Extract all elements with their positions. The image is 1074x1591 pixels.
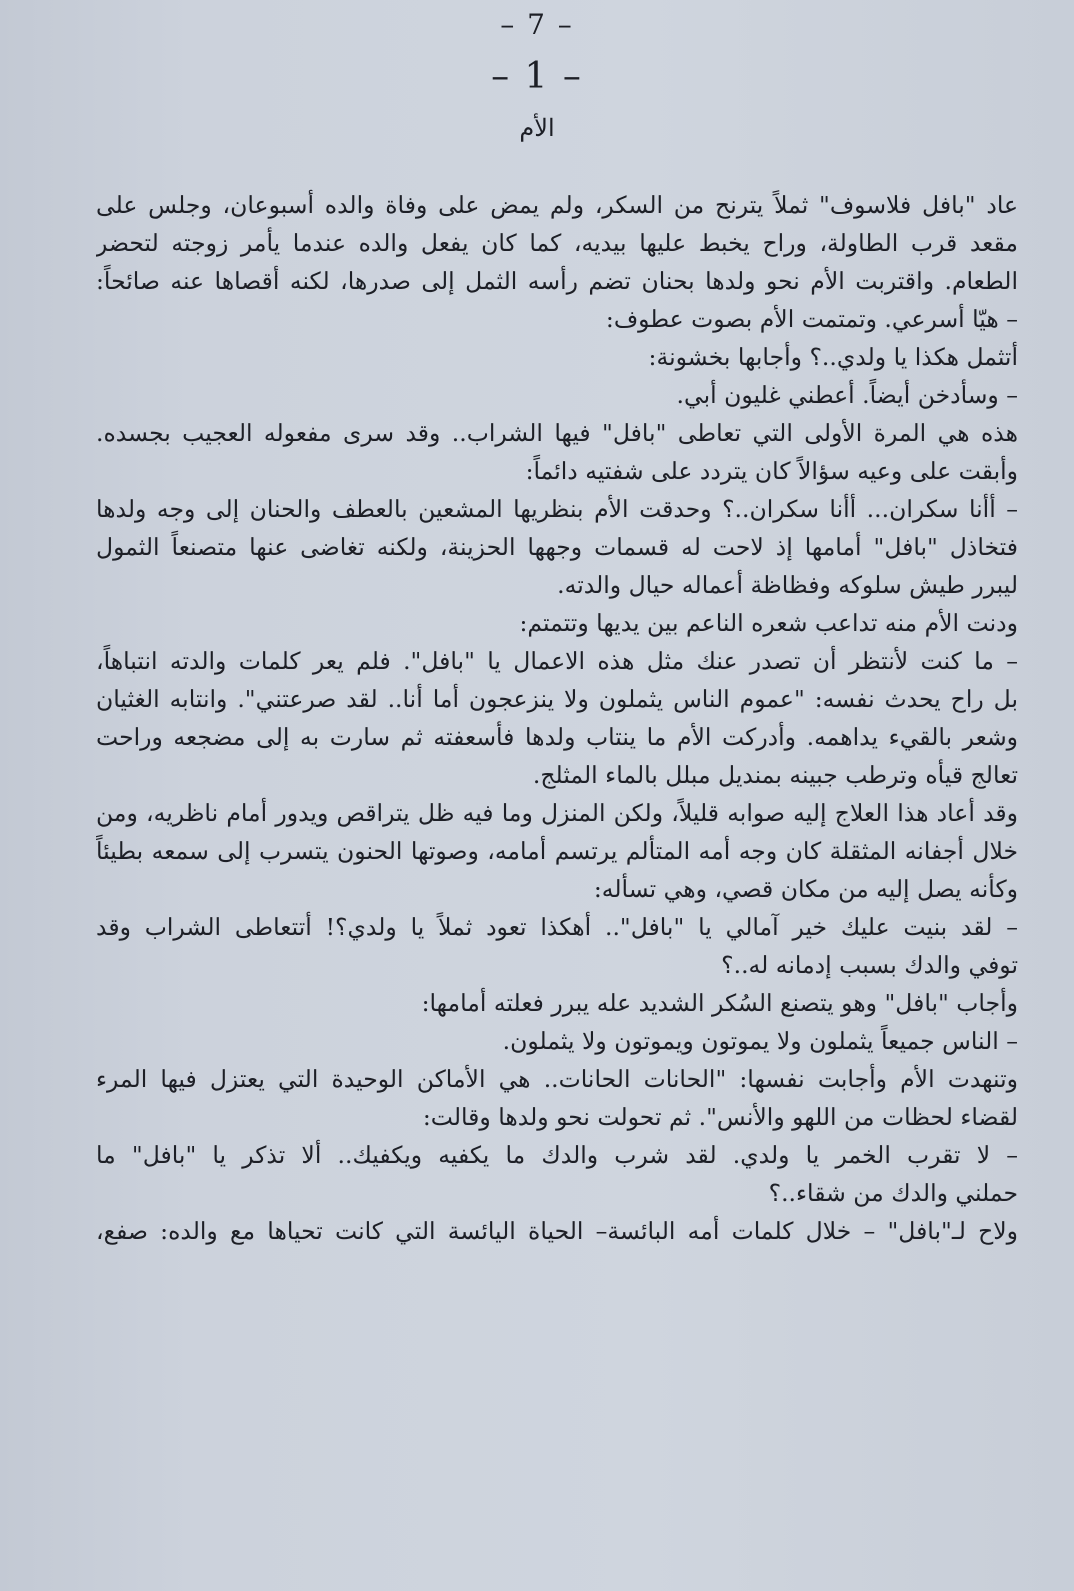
text-line: حملني والدك من شقاء..؟ <box>768 1179 1018 1207</box>
text-line: الطعام. واقتربت الأم نحو ولدها بحنان تضم رأسه الثمل إلى صدرها، لكنه أقصاها عنه صائحاً: <box>96 267 1018 295</box>
text-line: – لا تقرب الخمر يا ولدي. لقد شرب والدك ما يكفيه ويكفيك.. ألا تذكر يا "بافل" ما <box>96 1141 1018 1169</box>
text-line: وقد أعاد هذا العلاج إليه صوابه قليلاً، ولكن المنزل وما فيه ظل يتراقص ويدور أمام ناظريه، ومن <box>96 799 1018 827</box>
text-line: ليبرر طيش سلوكه وفظاظة أعماله حيال والدته. <box>557 571 1018 599</box>
text-line: أتثمل هكذا يا ولدي..؟ وأجابها بخشونة: <box>648 343 1018 371</box>
text-line: فتخاذل "بافل" أمامها إذ لاحت له قسمات وجهها الحزينة، ولكنه تغاضى عنها متصنعاً الثمول <box>96 533 1018 561</box>
text-line: وأجاب "بافل" وهو يتصنع السُكر الشديد عله يبرر فعلته أمامها: <box>421 989 1018 1017</box>
text-line: – أأنا سكران... أأنا سكران..؟ وحدقت الأم بنظريها المشعين بالعطف والحنان إلى وجه ولدها <box>96 495 1018 523</box>
text-line: تعالج قيأه وترطب جبينه بمنديل مبلل بالماء المثلج. <box>532 761 1018 789</box>
page-number: – 7 – <box>500 8 574 41</box>
text-line: بل راح يحدث نفسه: "عموم الناس يثملون ولا ينزعجون أما أنا.. لقد صرعتني". وانتابه الغثيان <box>96 685 1018 713</box>
chapter-number: – 1 – <box>491 56 583 97</box>
text-line: هذه هي المرة الأولى التي تعاطى "بافل" فيها الشراب.. وقد سرى مفعوله العجيب بجسده. <box>96 419 1018 447</box>
text-line: ودنت الأم منه تداعب شعره الناعم بين يديها وتتمتم: <box>519 609 1018 637</box>
text-line: – ما كنت لأنتظر أن تصدر عنك مثل هذه الاعمال يا "بافل". فلم يعر كلمات والدته انتباهاً، <box>96 647 1018 675</box>
text-line: لقضاء لحظات من اللهو والأنس". ثم تحولت نحو ولدها وقالت: <box>422 1103 1018 1131</box>
chapter-title: الأم <box>519 114 555 142</box>
text-line: وكأنه يصل إليه من مكان قصي، وهي تسأله: <box>593 875 1018 903</box>
text-line: – هيّا أسرعي. وتمتمت الأم بصوت عطوف: <box>605 305 1018 333</box>
text-line: ولاح لـ"بافل" – خلال كلمات أمه البائسة– الحياة اليائسة التي كانت تحياها مع والده: صفع، <box>96 1217 1018 1245</box>
text-line: – لقد بنيت عليك خير آمالي يا "بافل".. أهكذا تعود ثملاً يا ولدي؟! أتتعاطى الشراب وقد <box>96 913 1018 941</box>
text-line: وأبقت على وعيه سؤالاً كان يتردد على شفتيه دائماً: <box>525 457 1018 485</box>
text-line: وشعر بالقيء يداهمه. وأدركت الأم ما ينتاب ولدها فأسعفته ثم سارت به إلى مضجعه وراحت <box>96 723 1018 751</box>
text-line: عاد "بافل فلاسوف" ثملاً يترنح من السكر، ولم يمض على وفاة والده أسبوعان، وجلس على <box>96 191 1018 219</box>
text-line: وتنهدت الأم وأجابت نفسها: "الحانات الحانات.. هي الأماكن الوحيدة التي يعتزل فيها المرء <box>96 1065 1018 1093</box>
text-line: – الناس جميعاً يثملون ولا يموتون ويموتون ولا يثملون. <box>502 1027 1018 1055</box>
body-text <box>96 186 1018 1250</box>
text-line: خلال أجفانه المثقلة كان وجه أمه المتألم يرتسم أمامه، وصوتها الحنون يتسرب إلى سمعه بطيئاً <box>96 837 1018 865</box>
text-line: – وسأدخن أيضاً. أعطني غليون أبي. <box>676 381 1018 409</box>
text-line: توفي والدك بسبب إدمانه له..؟ <box>721 951 1018 979</box>
text-line: مقعد قرب الطاولة، وراح يخبط عليها بيديه، كما كان يفعل والده عندما يأمر زوجته لتحضر <box>96 229 1018 257</box>
